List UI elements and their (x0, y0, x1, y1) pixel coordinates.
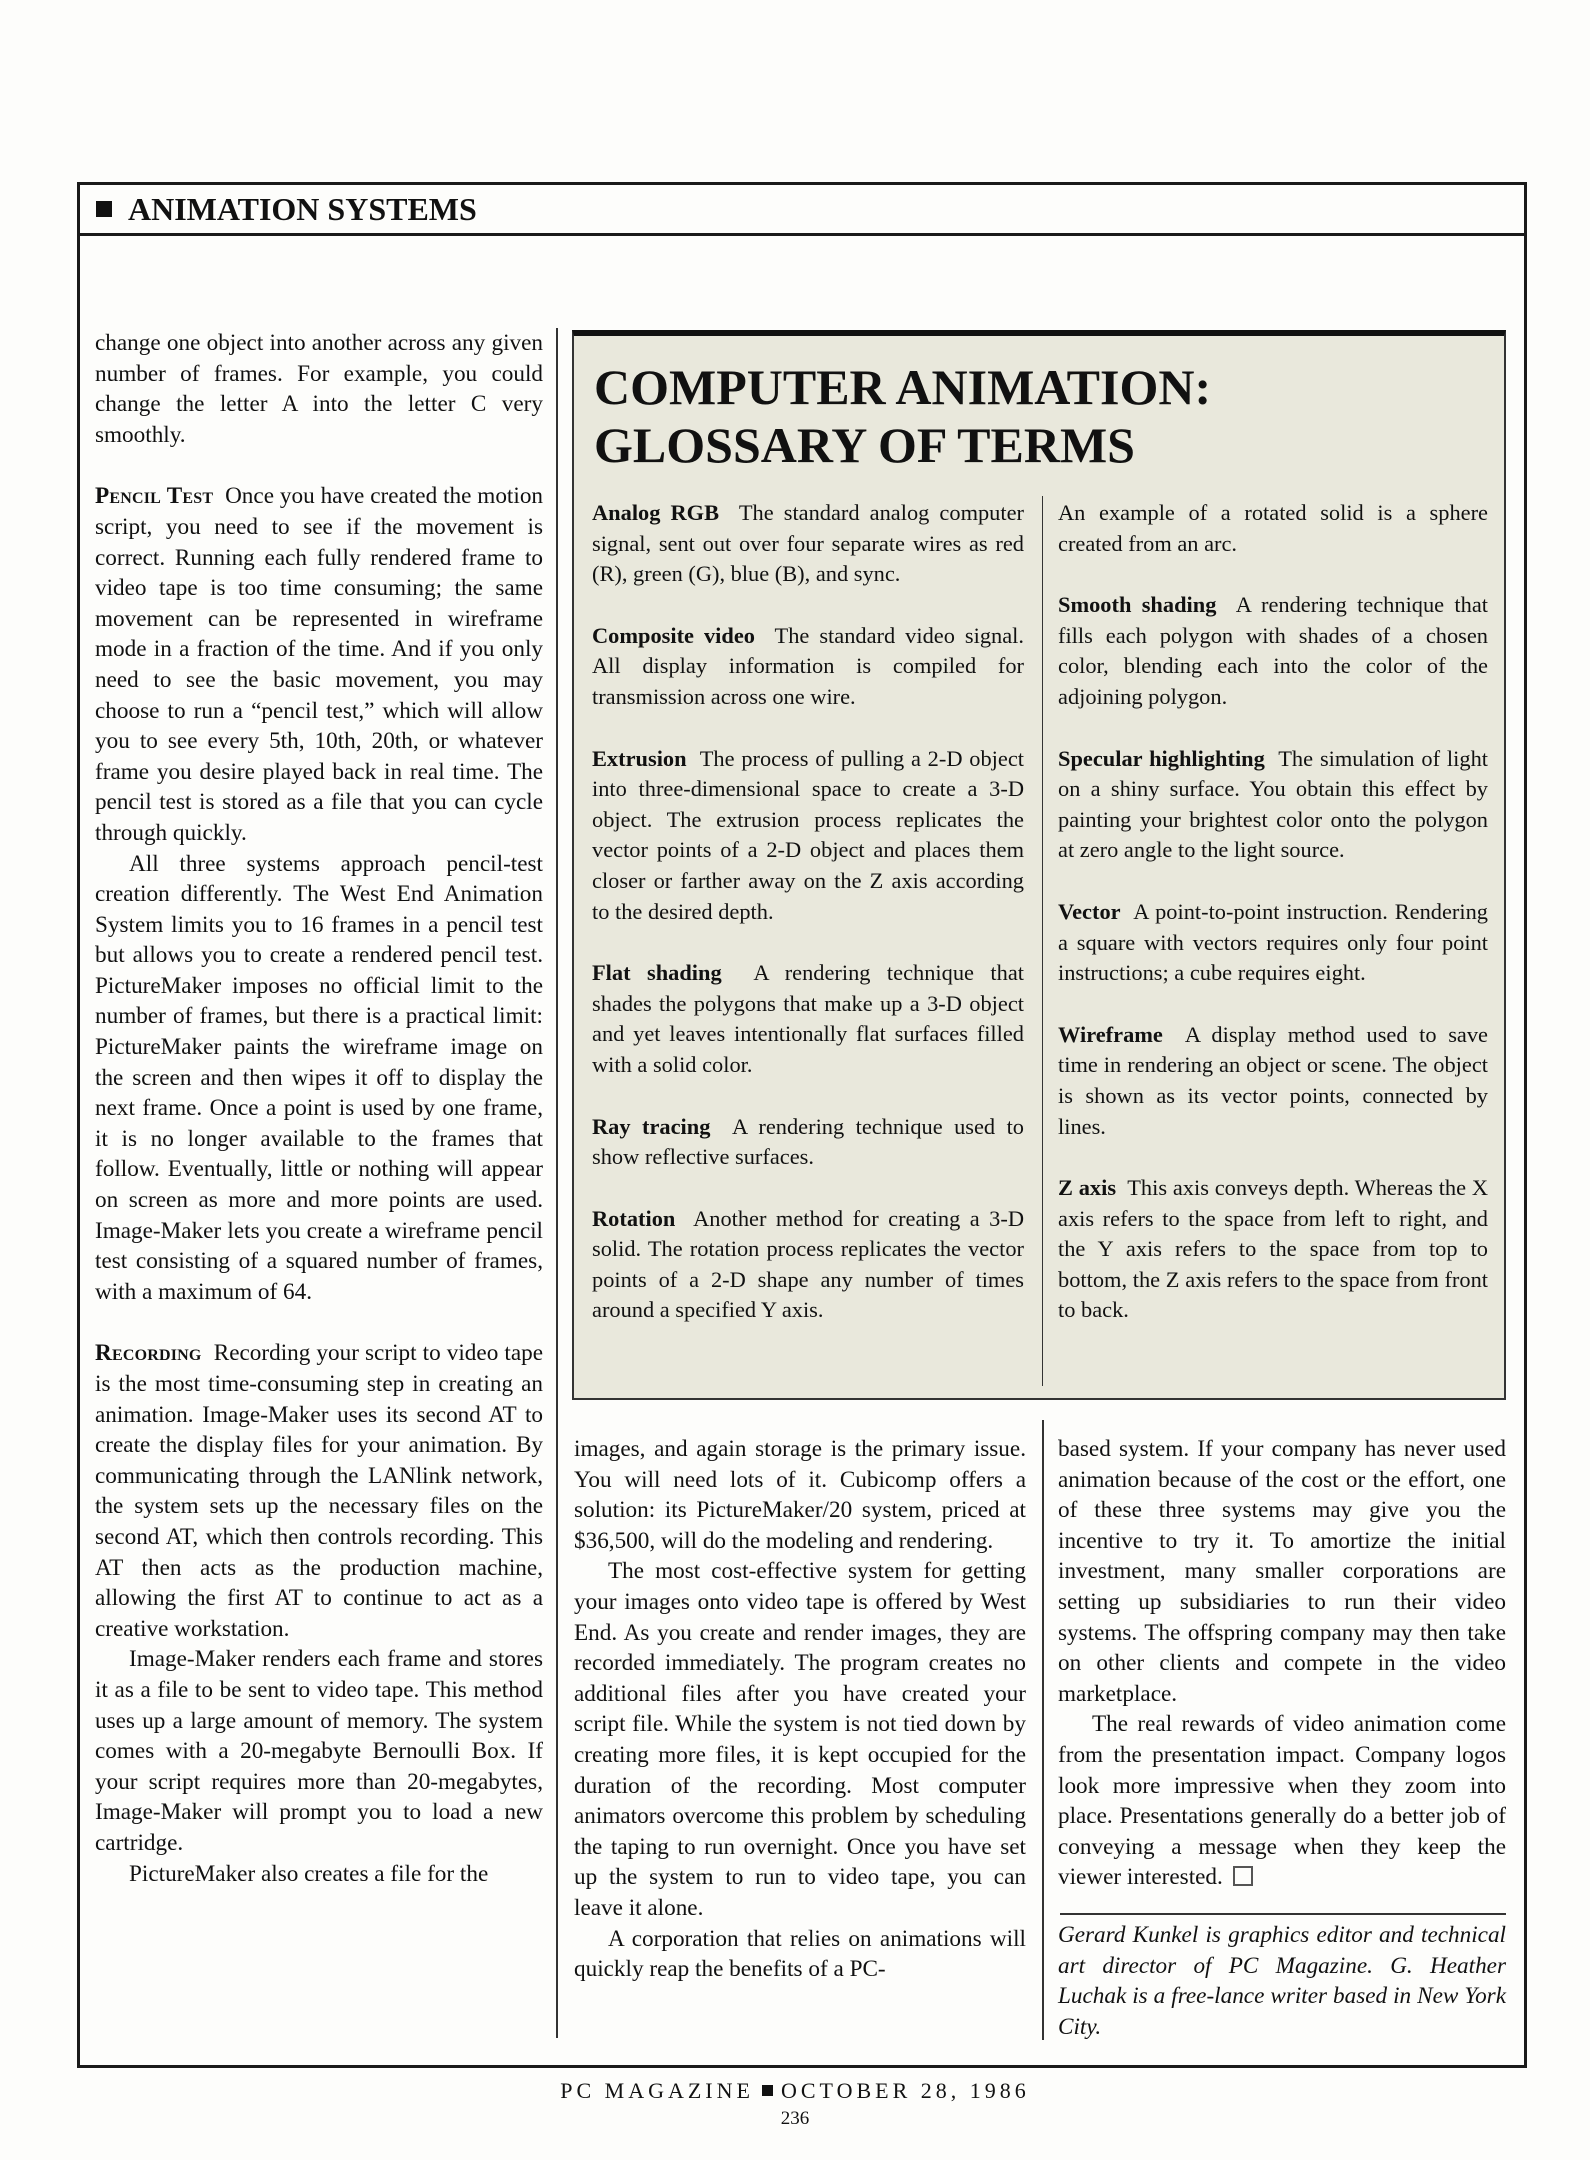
glossary-entry: Vector A point-to-point instruction. Rendering a square with vectors requires only four point instructions; a cube requires eight. (1058, 898, 1488, 986)
column-rule (1042, 1420, 1044, 2040)
glossary-entry: Extrusion The process of pulling a 2-D object into three-dimensional space to create a 3-D object. The extrusion process replicates the vector points of a 2-D object and places them closer or farther away on the Z axis according to the desired depth. (592, 745, 1024, 924)
paragraph: Recording Recording your script to video tape is the most time-consuming step in creating an animation. Image-Maker uses its second AT to create the display files for your animation. By communicating through the LANlink network, the system sets up the necessary files on the second AT, which then controls recording. This AT then acts as the production machine, allowing the first AT to continue to act as a creative workstation. (95, 1340, 543, 1642)
glossary-title: COMPUTER ANIMATION: GLOSSARY OF TERMS (594, 359, 1212, 473)
page-footer (0, 2078, 1590, 2104)
glossary-entry: Wireframe A display method used to save time in rendering an object or scene. The object is shown as its vector points, connected by lines. (1058, 1021, 1488, 1139)
glossary-entry: An example of a rotated solid is a sphere created from an arc. (1058, 500, 1488, 556)
subhead-recording: Recording (95, 1340, 202, 1367)
glossary-entry: Rotation Another method for creating a 3-D solid. The rotation process replicates the vector points of a 2-D shape any number of times around a specified Y axis. (592, 1205, 1024, 1323)
glossary-right-column (1058, 498, 1488, 1357)
page-number: 236 (780, 2108, 810, 2129)
paragraph: A corporation that relies on animations will quickly reap the benefits of a PC- (574, 1925, 1026, 1983)
section-title: ANIMATION SYSTEMS (128, 190, 477, 227)
end-mark-icon (1233, 1866, 1253, 1886)
issue-date: OCTOBER 28, 1986 (780, 2078, 1030, 2103)
glossary-box (572, 330, 1506, 1400)
glossary-left-column (592, 498, 1024, 1357)
paragraph: change one object into another across any given number of frames. For example, you could change the letter A into the letter C very smoothly. (95, 330, 543, 448)
section-header (77, 182, 1527, 236)
glossary-entry: Smooth shading A rendering technique that fills each polygon with shades of a chosen color, blending each into the color of the adjoining polygon. (1058, 592, 1488, 709)
left-column (95, 328, 543, 1889)
subhead-pencil-test: Pencil Test (95, 483, 214, 510)
glossary-entry: Specular highlighting The simulation of light on a shiny surface. You obtain this effect by painting your brightest color onto the polygon at zero angle to the light source. (1058, 745, 1488, 863)
glossary-divider (1042, 496, 1043, 1386)
glossary-entry: Composite video The standard video signal. All display information is compiled for transmission across one wire. (592, 622, 1024, 709)
paragraph: The real rewards of video animation come from the presentation impact. Company logos look more impressive when they zoom into place. Presentations generally do a better job of conveying a message when they keep the viewer interested. (1058, 1711, 1506, 1891)
column-rule (556, 328, 558, 2038)
section-bullet-icon (96, 201, 112, 217)
bio-rule (1060, 1913, 1506, 1915)
footer-bullet-icon (762, 2085, 773, 2096)
right-column (1058, 1434, 1506, 1893)
glossary-entry: Z axis This axis conveys depth. Whereas the X axis refers to the space from left to right, and the Y axis refers to the space from top to bottom, the Z axis refers to the space from front to back. (1058, 1175, 1489, 1323)
author-bio: Gerard Kunkel is graphics editor and technical art director of PC Magazine. G. Heather Luchak is a free-lance writer based in New York City. (1058, 1922, 1506, 2040)
paragraph: The most cost-effective system for getting your images onto video tape is offered by West End. As you create and render images, they are recorded immediately. The program creates no additional files after you have created your script file. While the system is not tied down by creating more files, it is kept occupied for the duration of the recording. Most computer animators overcome this problem by scheduling the taping to run overnight. Once you have set up the system to run to video tape, you can leave it alone. (574, 1558, 1026, 1921)
glossary-entry: Analog RGB The standard analog computer signal, sent out over four separate wires as red (R), green (G), blue (B), and sync. (592, 500, 1024, 587)
middle-column (574, 1434, 1026, 1985)
paragraph: based system. If your company has never used animation because of the cost or the effort, one of these three systems may give you the incentive to try it. To amortize the initial investment, many smaller corporations are setting up subsidiaries to run their video systems. The offspring company may then take on other clients and compete in the video marketplace. (1058, 1436, 1506, 1707)
paragraph: Pencil Test Once you have created the motion script, you need to see if the movement is correct. Running each fully rendered frame to video tape is too time consuming; the same movement can be represented in wireframe mode in a fraction of the time. And if you only need to see the basic movement, you may choose to run a “pencil test,” which will allow you to see every 5th, 10th, 20th, or whatever frame you desire played back in real time. The pencil test is stored as a file that you can cycle through quickly. (95, 483, 544, 846)
glossary-entry: Ray tracing A rendering technique used to show reflective surfaces. (592, 1113, 1024, 1170)
paragraph: All three systems approach pencil-test creation differently. The West End Animation System limits you to 16 frames in a pencil test but allows you to create a rendered pencil test. PictureMaker imposes no official limit to the number of frames, but there is a practical limit: PictureMaker paints the wireframe image on the screen and then wipes it off to display the next frame. Once a point is used by one frame, it is no longer available to the frames that follow. Eventually, little or nothing will appear on screen as more and more points are used. Image-Maker lets you create a wireframe pencil test consisting of a squared number of frames, with a maximum of 64. (95, 850, 543, 1305)
paragraph: PictureMaker also creates a file for the (129, 1860, 489, 1887)
paragraph: Image-Maker renders each frame and stores it as a file to be sent to video tape. This method uses up a large amount of memory. The system comes with a 20-megabyte Bernoulli Box. If your script requires more than 20-megabytes, Image-Maker will prompt you to load a new cartridge. (95, 1646, 543, 1856)
magazine-name: PC MAGAZINE (560, 2078, 754, 2103)
glossary-entry: Flat shading A rendering technique that shades the polygons that make up a 3-D object and yet leaves intentionally flat surfaces filled with a solid color. (592, 960, 1024, 1077)
paragraph: images, and again storage is the primary issue. You will need lots of it. Cubicomp offers a solution: its PictureMaker/20 system, priced at $36,500, will do the modeling and rendering. (574, 1436, 1026, 1554)
